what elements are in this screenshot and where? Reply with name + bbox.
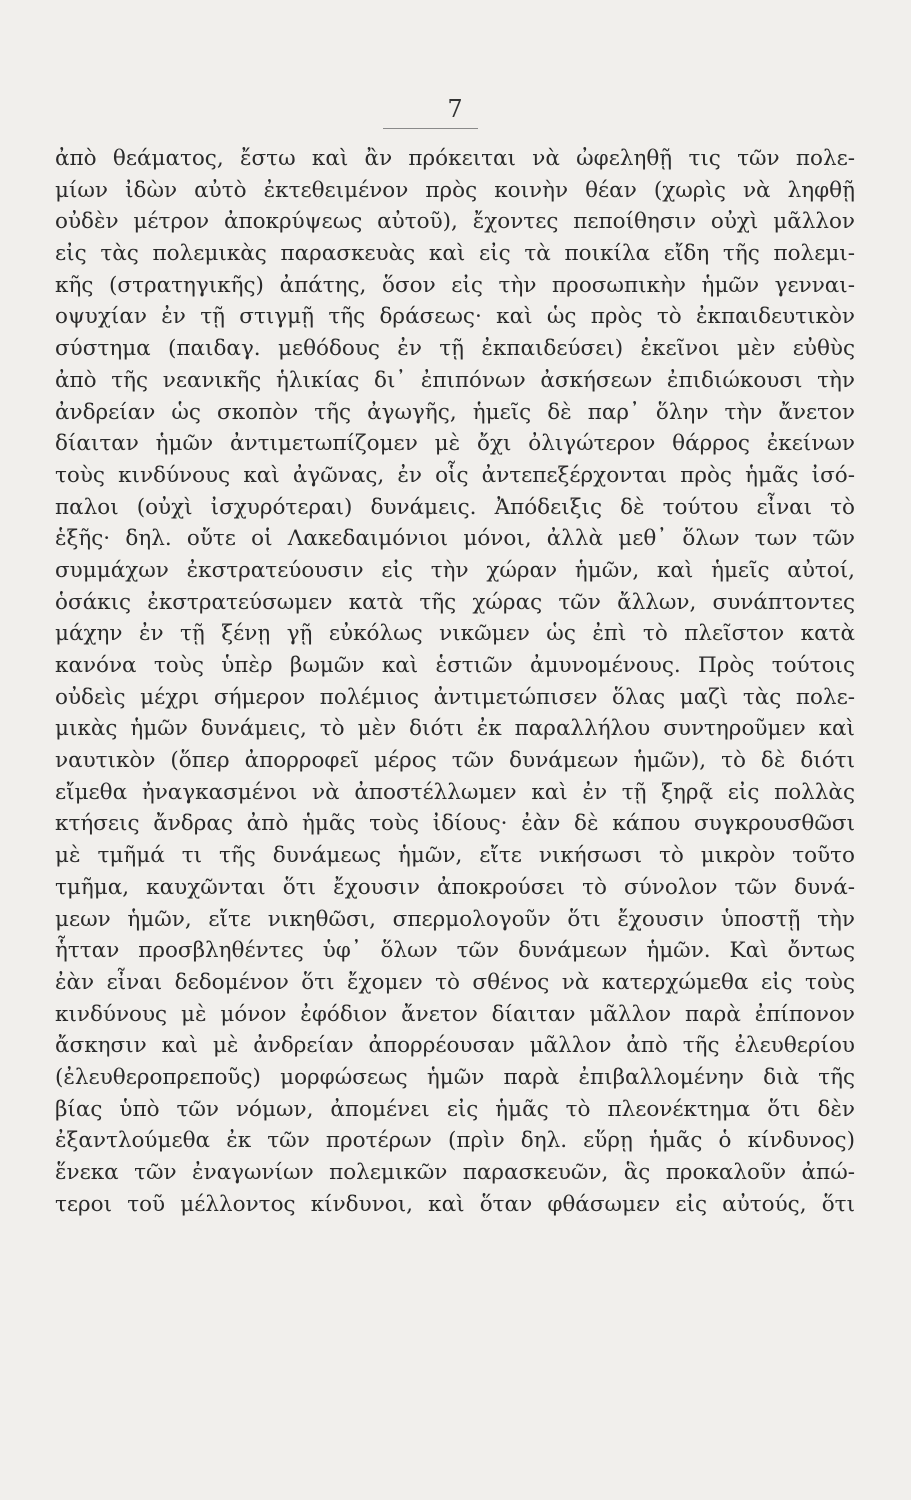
text-line: ἑξῆς· δηλ. οὔτε οἱ Λακεδαιμόνιοι μόνοι, ἀλλὰ μεθ᾽ ὅλων των τῶν [55,526,855,552]
text-line: ἀνδρείαν ὡς σκοπὸν τῆς ἀγωγῆς, ἡμεῖς δὲ παρ᾽ ὅλην τὴν ἄνετον [55,399,855,425]
text-line: ἕνεκα τῶν ἐναγωνίων πολεμικῶν παρασκευῶν, ἃς προκαλοῦν ἀπώ- [55,1160,855,1185]
body-text [55,143,855,1220]
text-line: κῆς (στρατηγικῆς) ἀπάτης, ὅσον εἰς τὴν προσωπικὴν ἡμῶν γενναι- [55,272,855,298]
text-line: ναυτικὸν (ὅπερ ἀπορροφεῖ μέρος τῶν δυνάμεων ἡμῶν), τὸ δὲ διότι [55,748,855,774]
text-line: οὐδεὶς μέχρι σήμερον πολέμιος ἀντιμετώπισεν ὅλας μαζὶ τὰς πολε- [55,684,855,710]
header-rule [383,128,478,129]
text-line: ἀπὸ θεάματος, ἔστω καὶ ἂν πρόκειται νὰ ὠφεληθῇ τις τῶν πολε- [55,146,855,171]
page-number: 7 [447,95,464,123]
text-line: βίας ὑπὸ τῶν νόμων, ἀπομένει εἰς ἡμᾶς τὸ πλεονέκτημα ὅτι δὲν [55,1096,855,1122]
text-line: μίων ἰδὼν αὐτὸ ἐκτεθειμένον πρὸς κοινὴν θέαν (χωρὶς νὰ ληφθῇ [55,177,855,203]
text-line: κανόνα τοὺς ὑπὲρ βωμῶν καὶ ἑστιῶν ἀμυνομένους. Πρὸς τούτοις [55,653,855,678]
text-line: εἰς τὰς πολεμικὰς παρασκευὰς καὶ εἰς τὰ ποικίλα εἴδη τῆς πολεμι- [55,241,855,267]
text-line: μεων ἡμῶν, εἴτε νικηθῶσι, σπερμολογοῦν ὅτι ἔχουσιν ὑποστῇ τὴν [55,906,855,932]
text-line: ὁσάκις ἐκστρατεύσωμεν κατὰ τῆς χώρας τῶν ἄλλων, συνάπτοντες [55,589,855,615]
text-line: (ἐλευθεροπρεποῦς) μορφώσεως ἡμῶν παρὰ ἐπιβαλλομένην διὰ τῆς [55,1064,855,1090]
text-line: οψυχίαν ἐν τῇ στιγμῇ τῆς δράσεως· καὶ ὡς πρὸς τὸ ἐκπαιδευτικὸν [55,304,855,330]
text-line: τεροι τοῦ μέλλοντος κίνδυνοι, καὶ ὅταν φθάσωμεν εἰς αὐτούς, ὅτι [55,1191,855,1217]
text-line: συμμάχων ἐκστρατεύουσιν εἰς τὴν χώραν ἡμῶν, καὶ ἡμεῖς αὐτοί, [55,557,855,583]
text-line: οὐδὲν μέτρον ἀποκρύψεως αὐτοῦ), ἔχοντες πεποίθησιν οὐχὶ μᾶλλον [55,209,855,235]
text-line: παλοι (οὐχὶ ἰσχυρότεραι) δυνάμεις. Ἀπόδειξις δὲ τούτου εἶναι τὸ [55,494,855,520]
text-line: ἄσκησιν καὶ μὲ ἀνδρείαν ἀπορρέουσαν μᾶλλον ἀπὸ τῆς ἐλευθερίου [55,1033,855,1059]
text-line: κινδύνους μὲ μόνον ἐφόδιον ἄνετον δίαιταν μᾶλλον παρὰ ἐπίπονον [55,1001,855,1027]
text-line: ἀπὸ τῆς νεανικῆς ἡλικίας δι᾽ ἐπιπόνων ἀσκήσεων ἐπιδιώκουσι τὴν [55,367,855,393]
text-line: τοὺς κινδύνους καὶ ἀγῶνας, ἐν οἷς ἀντεπεξέρχονται πρὸς ἡμᾶς ἰσό- [55,462,855,488]
text-line: ἐξαντλούμεθα ἐκ τῶν προτέρων (πρὶν δηλ. εὕρῃ ἡμᾶς ὁ κίνδυνος) [55,1128,855,1154]
text-line: ἐὰν εἶναι δεδομένον ὅτι ἔχομεν τὸ σθένος νὰ κατερχώμεθα εἰς τοὺς [55,969,855,995]
text-line: μικὰς ἡμῶν δυνάμεις, τὸ μὲν διότι ἐκ παραλλήλου συντηροῦμεν καὶ [55,716,855,742]
text-line: μὲ τμῆμά τι τῆς δυνάμεως ἡμῶν, εἴτε νικήσωσι τὸ μικρὸν τοῦτο [55,843,855,869]
text-line: ἧτταν προσβληθέντες ὑφ᾽ ὅλων τῶν δυνάμεων ἡμῶν. Καὶ ὄντως [55,938,855,964]
text-line: μάχην ἐν τῇ ξένῃ γῇ εὐκόλως νικῶμεν ὡς ἐπὶ τὸ πλεῖστον κατὰ [55,621,855,647]
text-line: κτήσεις ἄνδρας ἀπὸ ἡμᾶς τοὺς ἰδίους· ἐὰν δὲ κάπου συγκρουσθῶσι [55,811,855,837]
text-line: εἴμεθα ἠναγκασμένοι νὰ ἀποστέλλωμεν καὶ ἐν τῇ ξηρᾷ εἰς πολλὰς [55,779,855,805]
text-line: τμῆμα, καυχῶνται ὅτι ἔχουσιν ἀποκρούσει τὸ σύνολον τῶν δυνά- [55,874,855,900]
text-line: δίαιταν ἡμῶν ἀντιμετωπίζομεν μὲ ὄχι ὀλιγώτερον θάρρος ἐκείνων [55,431,855,457]
text-line: σύστημα (παιδαγ. μεθόδους ἐν τῇ ἐκπαιδεύσει) ἐκεῖνοι μὲν εὐθὺς [55,336,855,362]
